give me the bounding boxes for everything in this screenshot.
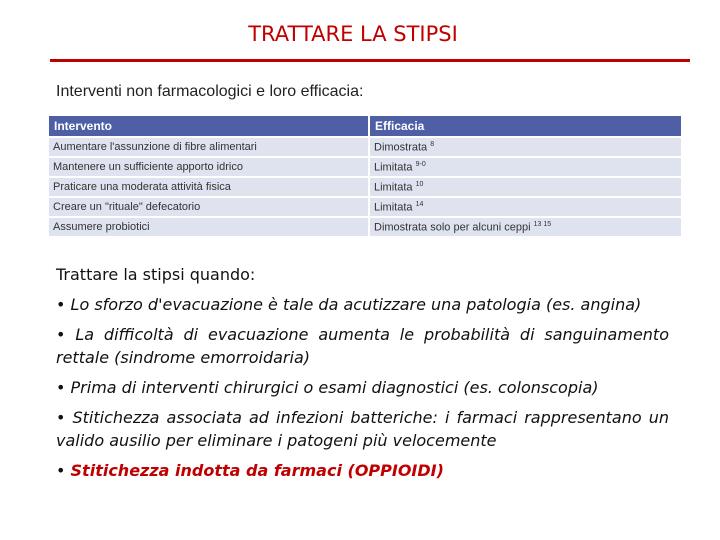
table-caption: Interventi non farmacologici e loro efficacia: <box>56 83 364 100</box>
efficacia-cell <box>369 177 682 197</box>
interventions-table <box>47 114 683 238</box>
intervento-cell: Creare un "rituale" defecatorio <box>48 197 369 217</box>
reference-number: 14 <box>415 200 424 208</box>
efficacia-value: Dimostrata solo per alcuni ceppi <box>374 221 531 234</box>
intro-text: Trattare la stipsi quando: <box>56 265 256 284</box>
reference-number: 13 15 <box>533 220 552 228</box>
highlight-text: Stitichezza indotta da farmaci (OPPIOIDI) <box>70 461 444 480</box>
table-row <box>48 137 682 157</box>
table-row <box>48 177 682 197</box>
column-header-intervento: Intervento <box>48 115 369 137</box>
title-divider <box>50 59 690 62</box>
bullet-marker: • <box>56 461 71 480</box>
efficacia-value: Limitata <box>374 201 413 214</box>
intervento-cell: Mantenere un sufficiente apporto idrico <box>48 157 369 177</box>
bullet-item: • Stitichezza associata ad infezioni batteriche: i farmaci rappresentano un valido ausilio per eliminare i patogeni più velocemente <box>56 408 669 450</box>
reference-number: 9-0 <box>415 160 426 168</box>
table-row <box>48 157 682 177</box>
page-title: TRATTARE LA STIPSI <box>248 22 458 46</box>
intervento-cell: Assumere probiotici <box>48 217 369 237</box>
efficacia-cell <box>369 137 682 157</box>
body-text <box>56 263 669 489</box>
column-header-efficacia: Efficacia <box>369 115 682 137</box>
reference-number: 8 <box>430 140 435 148</box>
intervento-cell: Praticare una moderata attività fisica <box>48 177 369 197</box>
efficacia-value: Limitata <box>374 181 413 194</box>
efficacia-cell <box>369 217 682 237</box>
bullet-item: • La difficoltà di evacuazione aumenta le probabilità di sanguinamento rettale (sindrome emorroidaria) <box>56 325 669 367</box>
table-row <box>48 197 682 217</box>
efficacia-value: Dimostrata <box>374 141 428 154</box>
efficacia-value: Limitata <box>374 161 413 174</box>
bullet-item: • Prima di interventi chirurgici o esami diagnostici (es. colonscopia) <box>56 378 599 397</box>
bullet-item-highlight <box>56 459 669 482</box>
efficacia-cell <box>369 157 682 177</box>
bullet-item: • Lo sforzo d'evacuazione è tale da acutizzare una patologia (es. angina) <box>56 295 642 314</box>
table-header-row <box>48 115 682 137</box>
intervento-cell: Aumentare l'assunzione di fibre alimentari <box>48 137 369 157</box>
reference-number: 10 <box>415 180 424 188</box>
table-row <box>48 217 682 237</box>
efficacia-cell <box>369 197 682 217</box>
